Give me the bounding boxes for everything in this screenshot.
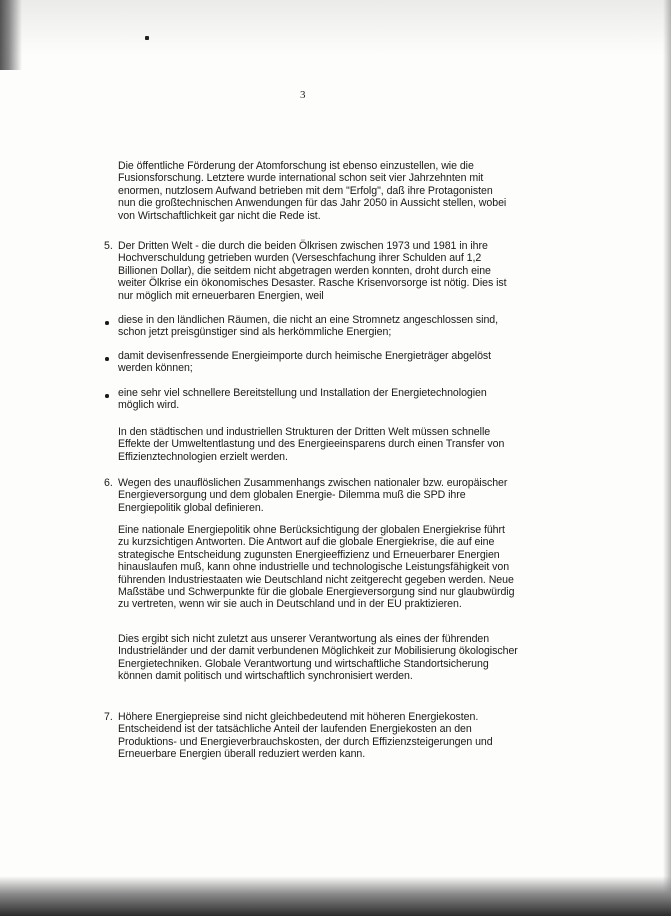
paragraph-item-6: Wegen des unauflöslichen Zusammenhangs zwischen nationaler bzw. europäischer Energieversorgung und dem globalen Energie- Dilemma muß die SPD ihre Energiepolitik global definieren. [118, 477, 508, 514]
paragraph-item-6-part-3: Dies ergibt sich nicht zuletzt aus unserer Verantwortung als eines der führenden Industrieländer und der damit verbundenen Möglichkeit zur Mobilisierung ökologischer Energietechniken. Globale Verantwortung und wirtschaftliche Standortsicherung können damit politisch und wirtschaftlich synchronisiert werden. [118, 633, 518, 683]
bullet-marker [105, 357, 109, 361]
scan-edge-right [663, 0, 671, 916]
item-number-6: 6. [104, 477, 113, 489]
paragraph-item-5: Der Dritten Welt - die durch die beiden Ölkrisen zwischen 1973 und 1981 in ihre Hochverschuldung getrieben wurden (Verseschfachung ihrer Schulden auf 1,2 Billionen Dollar), die seitdem nicht abgetragen werden konnten, droht durch eine weiter Ölkrise ein ökonomisches Desaster. Rasche Krisenvorsorge ist nötig. Dies ist nur möglich mit erneuerbaren Energien, weil [118, 240, 507, 302]
item-number-5: 5. [104, 240, 113, 252]
item-number-7: 7. [104, 711, 113, 723]
scan-edge-left [0, 0, 22, 70]
paragraph-item-5-continued: In den städtischen und industriellen Strukturen der Dritten Welt müssen schnelle Effekte der Umweltentlastung und des Energieeinsparens durch einen Transfer von Effizienztechnologien erzielt werden. [118, 426, 505, 463]
bullet-item-1: diese in den ländlichen Räumen, die nicht an eine Stromnetz angeschlossen sind, schon jetzt preisgünstiger sind als herkömmliche Energien; [118, 314, 499, 339]
scan-shadow-top [0, 0, 671, 55]
bullet-item-2: damit devisenfressende Energieimporte durch heimische Energieträger abgelöst werden können; [118, 350, 492, 375]
paragraph-item-6-part-2: Eine nationale Energiepolitik ohne Berücksichtigung der globalen Energiekrise führt zu kurzsichtigen Antworten. Die Antwort auf die globale Energiekrise, die auf eine strategische Entscheidung zugunsten Energieeffizienz und Erneuerbarer Energien hinauslaufen muß, kann ohne industrielle und technologische Leistungsfähigkeit von führenden Industriestaaten wie Deutschland nicht zeitgerecht gegeben werden. Neue Maßstäbe und Schwerpunkte für die globale Energieversorgung sind nur glaubwürdig zu vertreten, wenn wir sie auch in Deutschland und in der EU praktizieren. [118, 524, 515, 611]
page-number: 3 [300, 89, 306, 101]
bullet-marker [105, 394, 109, 398]
bullet-marker [105, 321, 109, 325]
paragraph-intro: Die öffentliche Förderung der Atomforschung ist ebenso einzustellen, wie die Fusionsforschung. Letztere wurde international schon seit vier Jahrzehnten mit enormen, nutzlosem Aufwand betrieben mit dem "Erfolg", daß ihre Protagonisten nun die großtechnischen Anwendungen für das Jahr 2050 in Aussicht stellen, wobei von Wirtschaftlichkeit gar nicht die Rede ist. [118, 160, 507, 222]
paragraph-item-7: Höhere Energiepreise sind nicht gleichbedeutend mit höheren Energiekosten. Entscheidend ist der tatsächliche Anteil der laufenden Energiekosten an den Produktions- und Energieverbrauchskosten, der durch Effizienzsteigerungen und Erneuerbare Energien überall reduziert werden kann. [118, 711, 493, 761]
scan-speck [145, 36, 149, 40]
scan-edge-bottom [0, 876, 671, 916]
bullet-item-3: eine sehr viel schnellere Bereitstellung und Installation der Energietechnologien möglich wird. [118, 387, 487, 412]
